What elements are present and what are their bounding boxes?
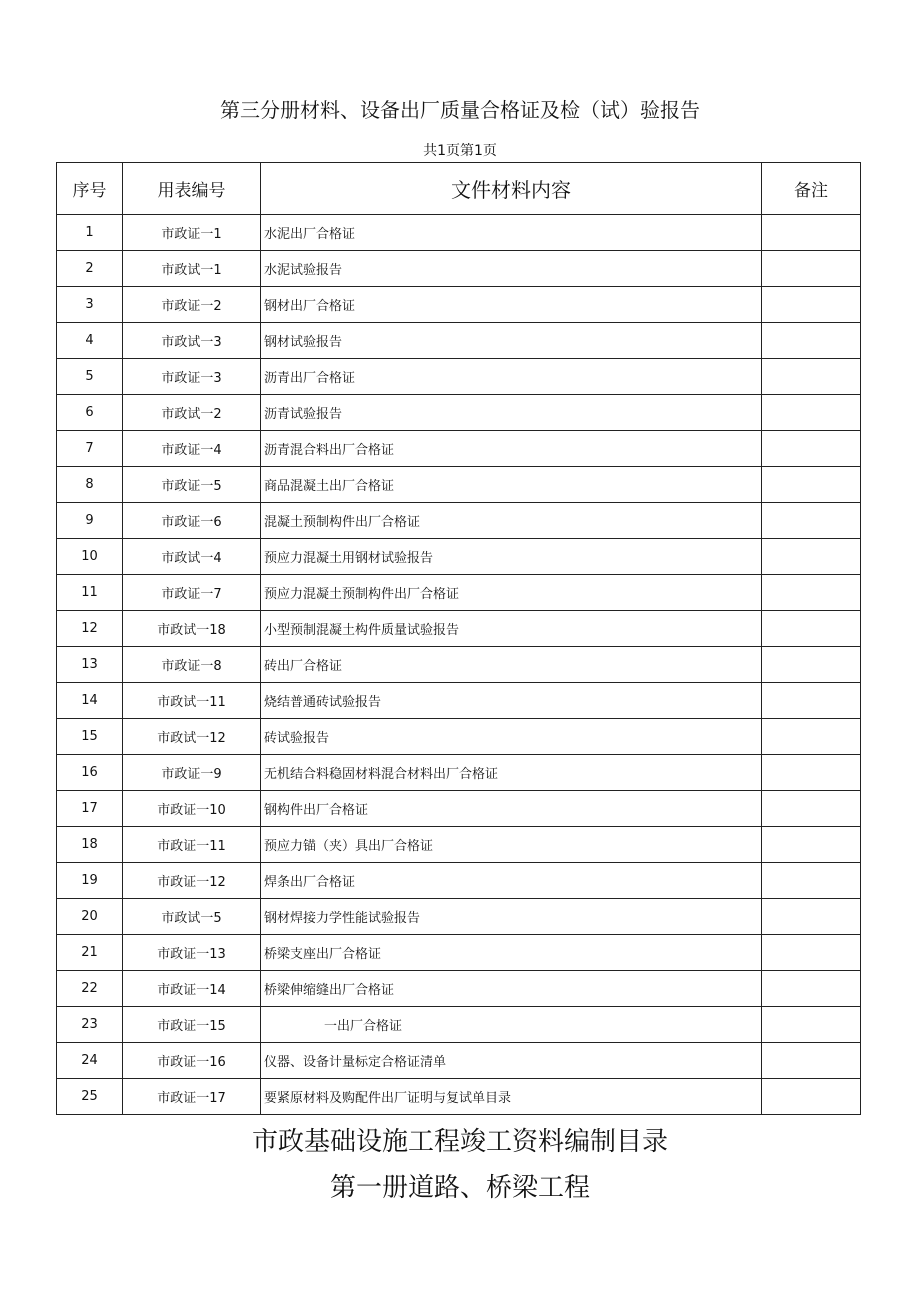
row-content-text: 一出厂合格证 xyxy=(324,1019,403,1034)
header-remark: 备注 xyxy=(762,163,861,215)
row-remark xyxy=(762,611,861,647)
row-content-text: 砖试验报告 xyxy=(264,731,330,746)
table-row xyxy=(57,827,861,863)
row-seq: 10 xyxy=(57,539,123,575)
row-remark xyxy=(762,935,861,971)
row-content xyxy=(261,251,762,287)
page-count: 共1页第1页 xyxy=(423,143,497,159)
row-remark xyxy=(762,323,861,359)
row-code: 市政证一4 xyxy=(123,431,261,467)
row-code: 市政试一12 xyxy=(123,719,261,755)
row-remark xyxy=(762,899,861,935)
row-content xyxy=(261,323,762,359)
row-remark xyxy=(762,503,861,539)
table-row xyxy=(57,971,861,1007)
row-code: 市政试一5 xyxy=(123,899,261,935)
row-content-text: 预应力锚（夹）具出厂合格证 xyxy=(264,839,434,854)
row-content-text: 钢材出厂合格证 xyxy=(264,299,356,314)
row-content-text: 钢构件出厂合格证 xyxy=(264,803,369,818)
row-code: 市政证一6 xyxy=(123,503,261,539)
row-content xyxy=(261,683,762,719)
header-seq: 序号 xyxy=(57,163,123,215)
row-content-text: 预应力混凝土预制构件出厂合格证 xyxy=(264,587,460,602)
row-content xyxy=(261,1007,762,1043)
row-seq: 24 xyxy=(57,1043,123,1079)
row-content xyxy=(261,467,762,503)
table-row xyxy=(57,755,861,791)
row-code: 市政证一7 xyxy=(123,575,261,611)
row-code: 市政证一3 xyxy=(123,359,261,395)
row-code: 市政证一2 xyxy=(123,287,261,323)
row-content xyxy=(261,431,762,467)
row-content-text: 沥青出厂合格证 xyxy=(264,371,356,386)
table-row xyxy=(57,359,861,395)
table-row xyxy=(57,575,861,611)
row-content xyxy=(261,647,762,683)
row-code: 市政证一9 xyxy=(123,755,261,791)
row-code: 市政证一17 xyxy=(123,1079,261,1115)
row-content-text: 钢材焊接力学性能试验报告 xyxy=(264,911,421,926)
row-content xyxy=(261,755,762,791)
row-remark xyxy=(762,575,861,611)
row-content-text: 沥青混合料出厂合格证 xyxy=(264,443,395,458)
document-title: 第三分册材料、设备出厂质量合格证及检（试）验报告 xyxy=(220,98,700,122)
table-body xyxy=(57,215,861,1115)
row-remark xyxy=(762,791,861,827)
row-remark xyxy=(762,215,861,251)
row-remark xyxy=(762,431,861,467)
row-remark xyxy=(762,1007,861,1043)
row-code: 市政证一16 xyxy=(123,1043,261,1079)
table-row xyxy=(57,503,861,539)
row-code: 市政证一12 xyxy=(123,863,261,899)
row-seq: 23 xyxy=(57,1007,123,1043)
row-remark xyxy=(762,863,861,899)
row-content-text: 焊条出厂合格证 xyxy=(264,875,356,890)
row-content-text: 水泥试验报告 xyxy=(264,263,343,278)
row-content-text: 桥梁伸缩缝出厂合格证 xyxy=(264,983,395,998)
row-content-text: 商品混凝土出厂合格证 xyxy=(264,479,395,494)
table-row xyxy=(57,647,861,683)
row-code: 市政试一3 xyxy=(123,323,261,359)
table-row xyxy=(57,683,861,719)
row-seq: 20 xyxy=(57,899,123,935)
row-content xyxy=(261,215,762,251)
row-content xyxy=(261,899,762,935)
row-content-text: 预应力混凝土用钢材试验报告 xyxy=(264,551,434,566)
table-row xyxy=(57,215,861,251)
row-content xyxy=(261,791,762,827)
row-content-text: 砖出厂合格证 xyxy=(264,659,343,674)
row-content-text: 钢材试验报告 xyxy=(264,335,343,350)
row-content-text: 无机结合料稳固材料混合材料出厂合格证 xyxy=(264,767,499,782)
row-content xyxy=(261,503,762,539)
row-remark xyxy=(762,395,861,431)
row-code: 市政证一5 xyxy=(123,467,261,503)
row-remark xyxy=(762,539,861,575)
row-seq: 2 xyxy=(57,251,123,287)
header-row xyxy=(57,163,861,215)
table-row xyxy=(57,323,861,359)
row-content xyxy=(261,539,762,575)
row-content-text: 要紧原材料及购配件出厂证明与复试单目录 xyxy=(264,1091,512,1106)
row-content xyxy=(261,1043,762,1079)
row-content-text: 烧结普通砖试验报告 xyxy=(264,695,382,710)
table-row xyxy=(57,719,861,755)
table-row xyxy=(57,251,861,287)
row-remark xyxy=(762,719,861,755)
row-seq: 16 xyxy=(57,755,123,791)
row-seq: 5 xyxy=(57,359,123,395)
row-remark xyxy=(762,755,861,791)
row-content-text: 水泥出厂合格证 xyxy=(264,227,356,242)
row-seq: 8 xyxy=(57,467,123,503)
row-remark xyxy=(762,1079,861,1115)
catalog-main-title: 市政基础设施工程竣工资料编制目录 xyxy=(251,1127,668,1157)
row-content xyxy=(261,287,762,323)
row-seq: 3 xyxy=(57,287,123,323)
table-header xyxy=(57,163,861,215)
row-seq: 7 xyxy=(57,431,123,467)
row-content-text: 小型预制混凝土构件质量试验报告 xyxy=(264,623,460,638)
table-row xyxy=(57,1043,861,1079)
row-code: 市政证一11 xyxy=(123,827,261,863)
row-seq: 9 xyxy=(57,503,123,539)
table-row xyxy=(57,1079,861,1115)
row-content xyxy=(261,575,762,611)
row-content-text: 沥青试验报告 xyxy=(264,407,343,422)
table-row xyxy=(57,1007,861,1043)
row-seq: 15 xyxy=(57,719,123,755)
row-seq: 6 xyxy=(57,395,123,431)
row-content xyxy=(261,935,762,971)
row-code: 市政证一1 xyxy=(123,215,261,251)
row-content-text: 混凝土预制构件出厂合格证 xyxy=(264,515,421,530)
row-code: 市政试一4 xyxy=(123,539,261,575)
row-seq: 22 xyxy=(57,971,123,1007)
catalog-sub-title: 第一册道路、桥梁工程 xyxy=(329,1173,590,1203)
row-code: 市政证一13 xyxy=(123,935,261,971)
row-code: 市政试一11 xyxy=(123,683,261,719)
header-content: 文件材料内容 xyxy=(261,163,762,215)
row-content xyxy=(261,1079,762,1115)
row-seq: 25 xyxy=(57,1079,123,1115)
table-row xyxy=(57,395,861,431)
row-remark xyxy=(762,359,861,395)
table-row xyxy=(57,287,861,323)
table-row xyxy=(57,467,861,503)
row-remark xyxy=(762,827,861,863)
row-code: 市政证一14 xyxy=(123,971,261,1007)
row-content xyxy=(261,827,762,863)
row-remark xyxy=(762,287,861,323)
row-seq: 17 xyxy=(57,791,123,827)
row-seq: 4 xyxy=(57,323,123,359)
row-remark xyxy=(762,683,861,719)
row-seq: 21 xyxy=(57,935,123,971)
table-row xyxy=(57,539,861,575)
row-remark xyxy=(762,1043,861,1079)
table-row xyxy=(57,431,861,467)
row-code: 市政证一10 xyxy=(123,791,261,827)
table-row xyxy=(57,791,861,827)
row-code: 市政试一1 xyxy=(123,251,261,287)
row-seq: 1 xyxy=(57,215,123,251)
row-remark xyxy=(762,251,861,287)
row-remark xyxy=(762,971,861,1007)
row-remark xyxy=(762,467,861,503)
row-seq: 18 xyxy=(57,827,123,863)
table-row xyxy=(57,899,861,935)
row-content xyxy=(261,719,762,755)
row-code: 市政证一8 xyxy=(123,647,261,683)
catalog-table xyxy=(56,162,861,1115)
row-code: 市政试一2 xyxy=(123,395,261,431)
row-code: 市政证一15 xyxy=(123,1007,261,1043)
row-content xyxy=(261,971,762,1007)
row-content xyxy=(261,359,762,395)
table-row xyxy=(57,863,861,899)
row-seq: 19 xyxy=(57,863,123,899)
row-seq: 14 xyxy=(57,683,123,719)
row-content xyxy=(261,863,762,899)
row-seq: 13 xyxy=(57,647,123,683)
header-code: 用表编号 xyxy=(123,163,261,215)
row-seq: 12 xyxy=(57,611,123,647)
row-seq: 11 xyxy=(57,575,123,611)
row-content xyxy=(261,395,762,431)
row-content xyxy=(261,611,762,647)
table-row xyxy=(57,611,861,647)
row-remark xyxy=(762,647,861,683)
row-code: 市政试一18 xyxy=(123,611,261,647)
row-content-text: 仪器、设备计量标定合格证清单 xyxy=(264,1055,447,1070)
row-content-text: 桥梁支座出厂合格证 xyxy=(264,947,382,962)
table-row xyxy=(57,935,861,971)
